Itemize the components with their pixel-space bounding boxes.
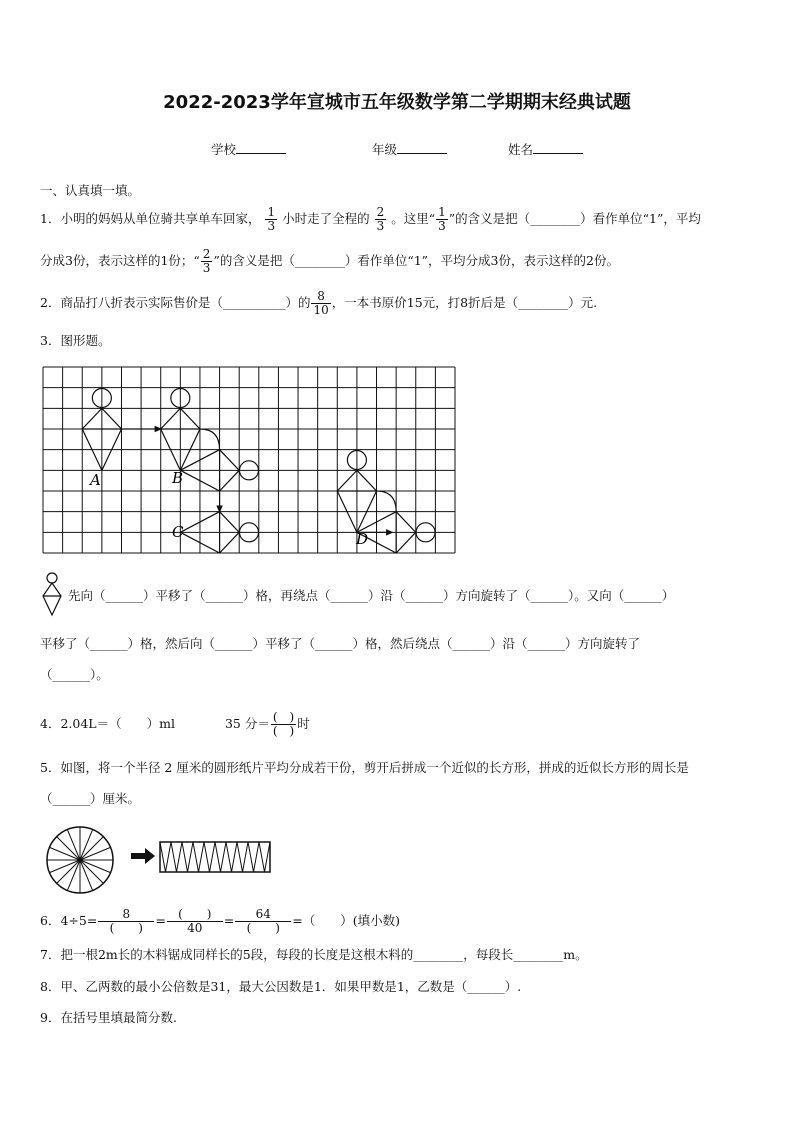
question-3-line-3: （______）。 bbox=[40, 667, 109, 682]
question-8: 8．甲、乙两数的最小公倍数是31，最大公因数是1．如果甲数是1，乙数是（______）. bbox=[40, 979, 522, 994]
label-b: B bbox=[172, 469, 184, 487]
fraction: $\frac{1}{3}$ bbox=[438, 205, 446, 233]
grade-field[interactable] bbox=[372, 142, 447, 158]
approx-rectangle-icon bbox=[160, 842, 270, 872]
name-field[interactable] bbox=[508, 142, 583, 158]
fraction: $\frac{8}{( )}$ bbox=[98, 908, 154, 935]
circle-sectors-icon bbox=[47, 827, 113, 893]
section-heading: 一、认真填一填。 bbox=[40, 183, 141, 198]
fraction: $\frac{( )}{40}$ bbox=[167, 908, 223, 935]
arrow-icon bbox=[131, 848, 155, 864]
circle-to-rectangle-figure bbox=[45, 822, 275, 902]
label-d: D bbox=[356, 530, 369, 548]
question-3-label: 3．图形题。 bbox=[40, 333, 111, 348]
school-field[interactable] bbox=[211, 142, 286, 158]
question-2: 2．商品打八折表示实际售价是（__________）的 $\frac{8}{10}$ ，一本书原价15元，打8折后是（________）元. bbox=[40, 289, 598, 317]
question-1-line-2: 分成3份，表示这样的1份；“ $\frac{2}{3}$ ”的含义是把（________）看作单位“1”，平均分成3份，表示这样的2份。 bbox=[40, 247, 619, 275]
fraction: $\frac{2}{3}$ bbox=[376, 205, 385, 233]
label-c: C bbox=[172, 523, 184, 541]
question-9: 9．在括号里填最简分数. bbox=[40, 1010, 177, 1025]
question-3-line-1: 先向（______）平移了（______）格，再绕点（______）沿（______）方向旋转了（______）。又向（______） bbox=[68, 588, 675, 603]
question-5-line-2: （______）厘米。 bbox=[40, 791, 141, 806]
school-label: 学校 bbox=[211, 142, 237, 157]
fraction: $\frac{1}{3}$ bbox=[267, 205, 276, 233]
question-5-line-1: 5．如图，将一个半径 2 厘米的圆形纸片平均分成若干份，剪开后拼成一个近似的长方形，拼成的近似长方形的周长是 bbox=[40, 760, 689, 775]
label-a: A bbox=[90, 471, 101, 489]
fraction: $\frac{( )}{( )}$ bbox=[272, 710, 295, 738]
fraction: $\frac{8}{10}$ bbox=[313, 289, 329, 317]
question-1-line-1: 1．小明的妈妈从单位骑共享单车回家， $\frac{1}{3}$ 小时走了全程的 $\frac{2}{3}$ 。这里“ $\frac{1}{3}$ ”的含义是把（________）看作单位“1”，平均 bbox=[40, 205, 701, 233]
question-7: 7．把一根2m长的木料锯成同样长的5段，每段的长度是这根木料的________，每段长________m。 bbox=[40, 947, 588, 962]
fraction: $\frac{2}{3}$ bbox=[202, 247, 211, 275]
fraction: $\frac{64}{( )}$ bbox=[235, 908, 291, 935]
question-4: 4．2.04L＝（ ）ml 35 分＝ $\frac{( )}{( )}$ 时 bbox=[40, 710, 310, 738]
question-3-line-2: 平移了（______）格，然后向（______）平移了（______）格，然后绕点（______）沿（______）方向旋转了 bbox=[40, 636, 641, 651]
grid-figure bbox=[42, 366, 458, 554]
grid-lines bbox=[43, 367, 455, 553]
name-label: 姓名 bbox=[508, 142, 534, 157]
page-title: 2022-2023学年宣城市五年级数学第二学期期末经典试题 bbox=[163, 92, 631, 113]
grade-label: 年级 bbox=[372, 142, 398, 157]
small-figure-icon bbox=[40, 572, 64, 618]
question-6: 6．4÷5= $\frac{8}{( )}$ = $\frac{( )}{40}$ = $\frac{64}{( )}$ =（ ）(填小数) bbox=[40, 907, 401, 935]
